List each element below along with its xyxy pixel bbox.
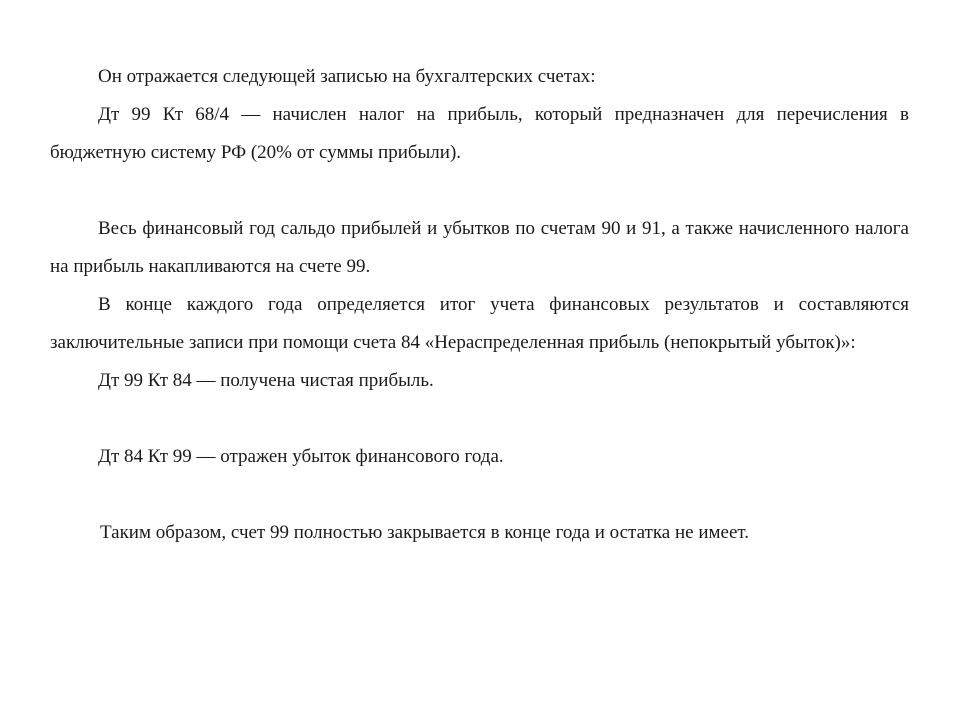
slide-text-body (50, 58, 909, 552)
paragraph-intro: Он отражается следующей записью на бухгалтерских счетах: (98, 66, 596, 87)
paragraph-conclusion: Таким образом, счет 99 полностью закрывается в конце года и остатка не имеет. (100, 522, 749, 543)
paragraph-entry-loss: Дт 84 Кт 99 — отражен убыток финансового года. (98, 446, 504, 467)
paragraph-year-balance: Весь финансовый год сальдо прибылей и убытков по счетам 90 и 91, а также начисленного налога на прибыль накапливаются на счете 99. (50, 218, 909, 277)
paragraph-year-end: В конце каждого года определяется итог учета финансовых результатов и составляются заключительные записи при помощи счета 84 «Нераспределенная прибыль (непокрытый убыток)»: (50, 294, 909, 353)
paragraph-entry-profit: Дт 99 Кт 84 — получена чистая прибыль. (98, 370, 434, 391)
paragraph-entry-tax: Дт 99 Кт 68/4 — начислен налог на прибыль, который предназначен для перечисления в бюджетную систему РФ (20% от суммы прибыли). (50, 104, 909, 163)
